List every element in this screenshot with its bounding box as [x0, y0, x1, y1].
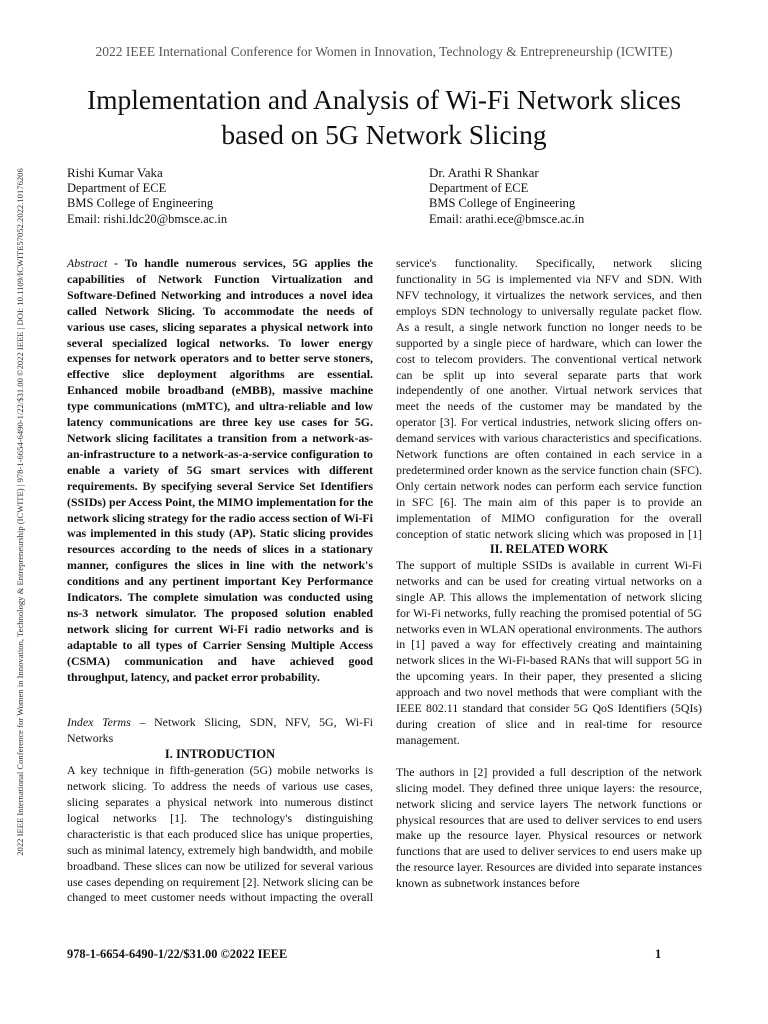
flow-text-left — [67, 763, 373, 905]
abstract-text: - To handle numerous services, 5G applies the capabilities of Network Function Virtualization and Software-Defined Networking and introduces a novel idea called Network Slicing. To accommodate the needs of various use cases, slicing separates a physical network into several specialized logical networks. To lower energy expenses for network operators and to better serve stoners, effective slice deployment algorithms are essential. Enhanced mobile broadband (eMBB), massive machine type communications (mMTC), and ultra-reliable and low latency communications are three key use cases for 5G. Network slicing facilitates a transition from a network-as-an-infrastructure to a network-as-a-service configuration to enable a variety of 5G smart services with different requirements. By specifying several Service Set Identifiers (SSIDs) per Access Point, the MIMO implementation for the network slicing strategy for the radio access section of Wi-Fi was implemented in this study (AP). Static slicing provides resources according to the needs of slices in a stationary manner, configures the slices in line with the network's conditions and any pertinent important Key Performance Indicators. The complete simulation was conducted using ns-3 network simulator. The proposed solution enabled network slicing for current Wi-Fi radio networks and is adaptable to all types of Carrier Sensing Multiple Access (CSMA) communication and have achieved good throughput, latency, and packet error probability. — [67, 256, 373, 684]
author-block-2 — [429, 165, 584, 227]
author-dept: Department of ECE — [67, 180, 167, 195]
flow-text-right — [396, 256, 702, 542]
related-paragraph-2: The authors in [2] provided a full description of the network slicing model. They defined three unique layers: the resource, network slicing and service layers The network functions or physical resources that are used to deliver services to end users make up the resource layer. Physical resources or network functions that are used to deliver services to end users make up the resource layer. Resources are divided into separate instances known as subnetwork instances before — [396, 764, 702, 891]
side-doi-strip — [12, 98, 28, 926]
abstract-label: Abstract — [67, 256, 108, 270]
intro-paragraph-continued: service's functionality. Specifically, network slicing functionality in 5G is implemented via NFV and SDN. With NFV technology, it virtualizes the network services, and then employs SDN technology to universally regulate packet flow. As a result, a single network function no longer needs to be supported by a single piece of hardware, which can lower the cost to telecom providers. The conventional vertical network can be split up into several separate parts that work independently of one another. Virtual network services that meet the needs of the customer may be mandated by the operator [3]. For vertical industries, network slicing offers on-demand services with various characteristics and specifications. Network functions are often contained in each service in a predetermined order known as the service function chain (SFC). Only certain network nodes can perform each service function in SFC [6]. The main aim of this paper is to provide an implementation of MIMO configuration for the overall conception of static network slicing which was proposed in [1] — [396, 256, 702, 541]
author-email: Email: arathi.ece@bmsce.ac.in — [429, 211, 585, 226]
paper-title: Implementation and Analysis of Wi-Fi Network slices based on 5G Network Slicing — [86, 84, 682, 150]
intro-paragraph: A key technique in fifth-generation (5G) mobile networks is network slicing. To address the needs of various use cases, slicing separates a physical network into numerous distinct logical networks [1]. The technology's distinguishing characteristic is that each produced slice has unique properties, such as minimal latency, extremely high bandwidth, and mobile broadband. These slices can now be utilized for several various use cases depending on requirement [2]. Network slicing can be changed to meet customer needs without impacting the overall — [67, 763, 373, 905]
author-dept: Department of ECE — [429, 180, 529, 195]
page-number: 1 — [655, 947, 662, 961]
author-name: Rishi Kumar Vaka — [67, 165, 163, 180]
index-terms-label: Index Terms — [67, 715, 131, 730]
author-block-1 — [67, 165, 227, 227]
section-heading-introduction: I. INTRODUCTION — [164, 747, 276, 762]
related-paragraph-1: The support of multiple SSIDs is available in current Wi-Fi networks and can be used for creating virtual networks on a single AP. This allows the implementation of network slicing for Wi-Fi networks, fully reaching the promised potential of 5G networks even in WLAN operational environments. The authors in [1] paved a way for effectively creating and maintaining network slices in the Wi-Fi-based RANs that will support 5G in the upcoming years. In their paper, they presented a slicing approach and two novel methods that were compliant with the IEEE 802.11 standard that consider 5G QoS Identifiers (5QIs) during creation of slice and in real-time for resource management. — [396, 557, 702, 747]
right-column — [396, 256, 702, 892]
author-name: Dr. Arathi R Shankar — [429, 165, 539, 180]
index-terms — [67, 715, 373, 747]
author-email: Email: rishi.ldc20@bmsce.ac.in — [67, 211, 228, 226]
running-header: 2022 IEEE International Conference for Women in Innovation, Technology & Entrepreneurship (ICWITE) — [95, 44, 673, 59]
left-column — [67, 256, 373, 905]
section-heading-related-work: II. RELATED WORK — [489, 542, 609, 556]
author-org: BMS College of Engineering — [67, 196, 214, 210]
side-doi-text: 2022 IEEE International Conference for Women in Innovation, Technology & Entrepreneurship (ICWITE) | 978-1-6654-6490-1/22/$31.00 ©2022 IEEE | DOI: 10.1109/ICWITE57052.2022.10176206 — [15, 168, 25, 856]
author-org: BMS College of Engineering — [429, 196, 576, 210]
copyright-footer: 978-1-6654-6490-1/22/$31.00 ©2022 IEEE — [67, 947, 288, 961]
abstract — [67, 256, 373, 685]
index-terms-text: – Network Slicing, SDN, NFV, 5G, Wi-Fi Networks — [67, 715, 373, 746]
